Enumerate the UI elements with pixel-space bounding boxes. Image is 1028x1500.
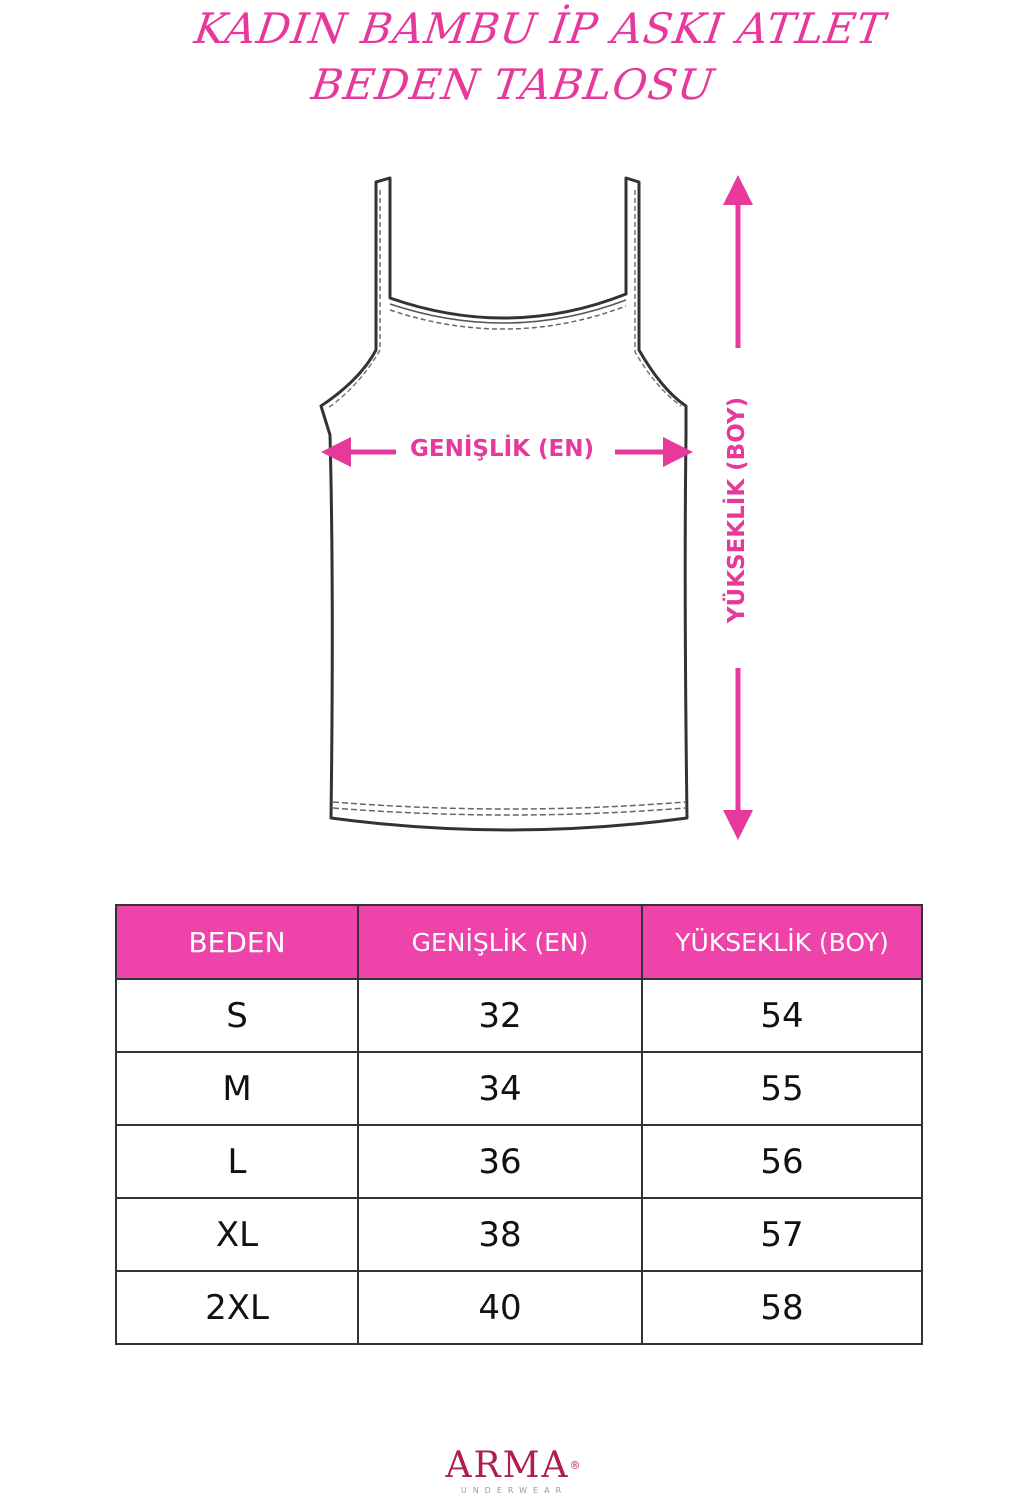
header-width: GENİŞLİK (EN): [358, 905, 642, 979]
cell-width: 36: [358, 1125, 642, 1198]
size-table: [115, 904, 923, 1345]
width-label: GENİŞLİK (EN): [410, 436, 594, 462]
table-row: [116, 1125, 922, 1198]
cell-size: XL: [116, 1198, 358, 1271]
garment-outline: [321, 178, 687, 830]
cell-size: M: [116, 1052, 358, 1125]
brand-logo: [0, 1445, 1028, 1495]
table-row: [116, 1052, 922, 1125]
height-label: YÜKSEKLİK (BOY): [724, 396, 750, 624]
cell-width: 34: [358, 1052, 642, 1125]
cell-height: 56: [642, 1125, 922, 1198]
page-subtitle: BEDEN TABLOSU: [308, 60, 718, 109]
page-title: KADIN BAMBU İP ASKI ATLET: [191, 4, 889, 53]
brand-subtitle: UNDERWEAR: [460, 1486, 568, 1495]
table-row: [116, 979, 922, 1052]
cell-size: S: [116, 979, 358, 1052]
cell-width: 40: [358, 1271, 642, 1344]
brand-name: ARMA: [445, 1445, 570, 1486]
cell-width: 38: [358, 1198, 642, 1271]
cell-height: 57: [642, 1198, 922, 1271]
cell-width: 32: [358, 979, 642, 1052]
registered-mark: ®: [569, 1459, 583, 1472]
cell-height: 58: [642, 1271, 922, 1344]
cell-height: 55: [642, 1052, 922, 1125]
header-size: BEDEN: [116, 905, 358, 979]
cell-height: 54: [642, 979, 922, 1052]
table-header-row: [116, 905, 922, 979]
cell-size: 2XL: [116, 1271, 358, 1344]
table-row: [116, 1198, 922, 1271]
header-height: YÜKSEKLİK (BOY): [642, 905, 922, 979]
table-row: [116, 1271, 922, 1344]
brand-name-wrapper: [0, 1445, 1028, 1486]
tank-top-diagram: [300, 170, 780, 840]
cell-size: L: [116, 1125, 358, 1198]
